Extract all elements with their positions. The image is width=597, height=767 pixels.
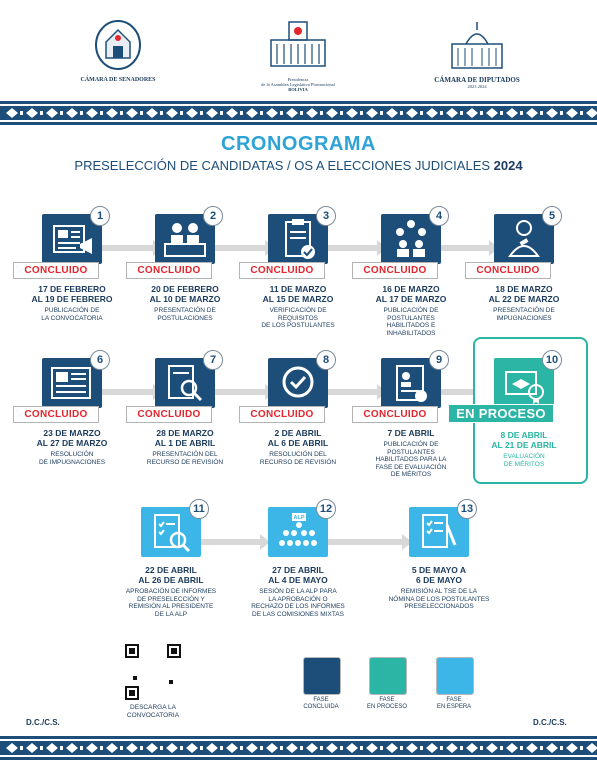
footer-credit-right: D.C./C.S. <box>533 718 567 727</box>
step-description-line: REQUISITOS <box>278 314 318 322</box>
step-date-line: AL 6 DE ABRIL <box>267 438 329 448</box>
presidencia-caption-1: Presidencia <box>287 77 309 82</box>
step-date <box>242 565 354 585</box>
arrow-1-2 <box>100 245 156 251</box>
arrow-7-8 <box>212 389 268 395</box>
step-description-line: REMISIÓN AL PRESIDENTE <box>128 603 214 610</box>
step-number: 6 <box>90 350 110 370</box>
legend-waiting-2: EN ESPERA <box>436 704 472 710</box>
step-description <box>16 451 128 466</box>
step-description-line: POSTULANTES <box>387 314 435 322</box>
step-description-line: RECURSO DE REVISIÓN <box>259 458 337 466</box>
step-description-line: IMPUGNACIONES <box>496 314 552 322</box>
step-date-line: 16 DE MARZO <box>382 284 440 294</box>
step-date-line: AL 21 DE ABRIL <box>491 440 557 450</box>
subtitle-year: 2024 <box>493 158 523 173</box>
step-description <box>242 451 354 466</box>
step-date-line: AL 15 DE MARZO <box>262 294 334 304</box>
step-description <box>468 453 580 468</box>
step-date-line: 5 DE MAYO A <box>411 565 467 575</box>
step-description-line: PUBLICACIÓN DE <box>44 307 100 314</box>
legend-done-1: FASE <box>313 697 329 703</box>
diputados-caption: CÁMARA DE DIPUTADOS <box>434 76 520 84</box>
step-description-line: DE LOS POSTULANTES <box>261 322 335 329</box>
step-date-line: 2 DE ABRIL <box>274 428 322 438</box>
step-description-line: DE IMPUGNACIONES <box>38 458 106 466</box>
step-date-line: 6 DE MAYO <box>416 575 462 585</box>
senadores-caption: CÁMARA DE SENADORES <box>80 77 156 83</box>
legend-label-waiting <box>424 697 484 711</box>
alp-icon-text: ALP <box>293 515 305 521</box>
step-date <box>129 284 241 304</box>
step-number: 8 <box>316 350 336 370</box>
step-description-line: LA CONVOCATORIA <box>41 314 103 322</box>
status-badge: CONCLUIDO <box>126 262 212 279</box>
step-description-line: RECHAZO DE LOS INFORMES <box>251 603 345 610</box>
step-description <box>16 307 128 322</box>
step-date-line: 8 DE ABRIL <box>500 430 548 440</box>
step-description-line: POSTULANTES <box>387 448 435 456</box>
government-palace-icon <box>267 18 329 72</box>
step-date-line: 11 DE MARZO <box>269 284 327 294</box>
arrow-4-5 <box>436 245 492 251</box>
step-date-line: 28 DE MARZO <box>156 428 214 438</box>
arrow-3-4 <box>324 245 380 251</box>
step-description-line: RECURSO DE REVISIÓN <box>146 458 224 466</box>
step-date-line: 20 DE FEBRERO <box>151 284 219 294</box>
step-date <box>242 284 354 304</box>
page-subtitle <box>0 158 597 173</box>
presidencia-caption-3: BOLIVIA <box>288 87 308 92</box>
step-number: 12 <box>316 499 336 519</box>
step-date-line: AL 17 DE MARZO <box>375 294 447 304</box>
arrow-8-9 <box>324 389 380 395</box>
step-date-line: AL 22 DE MARZO <box>488 294 560 304</box>
step-date-line: AL 1 DE ABRIL <box>154 438 216 448</box>
step-date <box>115 565 227 585</box>
step-date <box>242 428 354 448</box>
step-number: 2 <box>203 206 223 226</box>
legend-current-1: FASE <box>379 697 395 703</box>
step-description <box>129 451 241 466</box>
step-description <box>242 588 354 618</box>
step-description-line: DE LAS COMISIONES MIXTAS <box>252 610 344 618</box>
arrow-2-3 <box>212 245 268 251</box>
diputados-logo <box>412 18 542 89</box>
step-number: 11 <box>189 499 209 519</box>
presidencia-logo <box>233 18 363 92</box>
step-date <box>383 565 495 585</box>
step-description <box>468 307 580 322</box>
step-date-line: 22 DE ABRIL <box>145 565 197 575</box>
status-badge: CONCLUIDO <box>352 262 438 279</box>
qr-label-1: DESCARGA LA <box>130 704 176 711</box>
step-date <box>16 284 128 304</box>
diputados-years: 2023 2024 <box>467 84 487 89</box>
step-description-line: VERIFICACIÓN DE <box>269 307 327 314</box>
legend-label-current <box>357 697 417 711</box>
status-badge: CONCLUIDO <box>126 406 212 423</box>
step-description <box>383 588 495 611</box>
step-description-line: PUBLICACIÓN DE <box>383 307 439 314</box>
page-title: CRONOGRAMA <box>221 133 376 155</box>
legend-swatch-current <box>369 657 407 695</box>
step-description <box>355 441 467 479</box>
top-decorative-band <box>0 101 597 125</box>
step-description-line: PRESELECCIONADOS <box>404 603 474 610</box>
step-description-line: RESOLUCIÓN DEL <box>269 451 327 458</box>
step-description-line: DE LA ALP <box>154 610 188 618</box>
step-date-line: AL 27 DE MARZO <box>36 438 108 448</box>
step-date-line: AL 4 DE MAYO <box>268 575 328 585</box>
step-date <box>355 428 467 438</box>
step-date-line: 23 DE MARZO <box>43 428 101 438</box>
step-number: 10 <box>542 350 562 370</box>
step-number: 9 <box>429 350 449 370</box>
step-description-line: INHABILITADOS <box>386 329 436 337</box>
qr-label <box>103 704 203 719</box>
step-description-line: LA APROBACIÓN O <box>268 595 328 603</box>
step-date <box>16 428 128 448</box>
step-description-line: PRESENTACIÓN DE <box>493 307 555 314</box>
arrow-12-13 <box>327 539 405 545</box>
qr-label-2: CONVOCATORIA <box>126 711 180 719</box>
step-description <box>115 588 227 618</box>
step-date-line: 27 DE ABRIL <box>272 565 324 575</box>
step-description-line: NÓMINA DE LOS POSTULANTES <box>388 595 490 603</box>
step-number: 1 <box>90 206 110 226</box>
step-number: 13 <box>457 499 477 519</box>
step-description-line: PRESENTACIÓN DE <box>154 307 216 314</box>
step-description <box>355 307 467 337</box>
status-badge: CONCLUIDO <box>239 406 325 423</box>
step-description-line: DE MÉRITOS <box>503 460 545 468</box>
step-date <box>468 284 580 304</box>
step-description-line: POSTULACIONES <box>157 314 213 322</box>
presidencia-caption-2: de la Asamblea Legislativa Plurinacional <box>261 82 335 87</box>
footer-credit-left: D.C./C.S. <box>26 718 60 727</box>
step-description <box>242 307 354 330</box>
step-description <box>129 307 241 322</box>
step-description-line: PUBLICACIÓN DE <box>383 441 439 448</box>
step-date-line: 7 DE ABRIL <box>387 428 435 438</box>
status-badge: CONCLUIDO <box>239 262 325 279</box>
step-description-line: PRESENTACIÓN DEL <box>152 451 218 458</box>
senadores-seal-icon <box>87 18 149 72</box>
step-description-line: FASE DE EVALUACIÓN <box>375 463 447 471</box>
step-date-line: 17 DE FEBRERO <box>38 284 106 294</box>
legend-label-done <box>291 697 351 711</box>
legend-current-2: EN PROCESO <box>366 704 407 710</box>
step-description-line: HABILITADOS E <box>386 322 436 329</box>
legend-done-2: CONCLUIDA <box>303 704 339 710</box>
step-number: 4 <box>429 206 449 226</box>
step-date <box>355 284 467 304</box>
step-date-line: AL 10 DE MARZO <box>149 294 221 304</box>
status-badge-current: EN PROCESO <box>448 404 554 423</box>
step-date-line: AL 19 DE FEBRERO <box>31 294 113 304</box>
diputados-building-icon <box>446 18 508 72</box>
status-badge: CONCLUIDO <box>352 406 438 423</box>
subtitle-text: PRESELECCIÓN DE CANDIDATAS / OS A ELECCIONES JUDICIALES <box>74 158 491 173</box>
step-number: 3 <box>316 206 336 226</box>
status-badge: CONCLUIDO <box>465 262 551 279</box>
legend-waiting-1: FASE <box>446 697 462 703</box>
step-description-line: SESIÓN DE LA ALP PARA <box>259 588 337 595</box>
legend-swatch-done <box>303 657 341 695</box>
legend-swatch-waiting <box>436 657 474 695</box>
step-date-line: AL 26 DE ABRIL <box>138 575 204 585</box>
status-badge: CONCLUIDO <box>13 262 99 279</box>
step-description-line: RESOLUCIÓN <box>50 451 94 458</box>
step-date <box>468 430 580 450</box>
step-description-line: EVALUACIÓN <box>503 453 545 460</box>
step-description-line: REMISIÓN AL TSE DE LA <box>400 588 478 595</box>
step-description-line: APROBACIÓN DE INFORMES <box>125 588 217 595</box>
step-number: 7 <box>203 350 223 370</box>
step-description-line: DE PRESELECCIÓN Y <box>137 595 205 603</box>
step-date-line: 18 DE MARZO <box>495 284 553 294</box>
step-description-line: DE MÉRITOS <box>390 471 432 478</box>
status-badge: CONCLUIDO <box>13 406 99 423</box>
step-date <box>129 428 241 448</box>
step-description-line: HABILITADOS PARA LA <box>375 456 447 463</box>
qr-code[interactable] <box>125 644 181 700</box>
arrow-6-7 <box>100 389 156 395</box>
bottom-decorative-band <box>0 736 597 760</box>
senadores-logo <box>53 18 183 84</box>
step-number: 5 <box>542 206 562 226</box>
